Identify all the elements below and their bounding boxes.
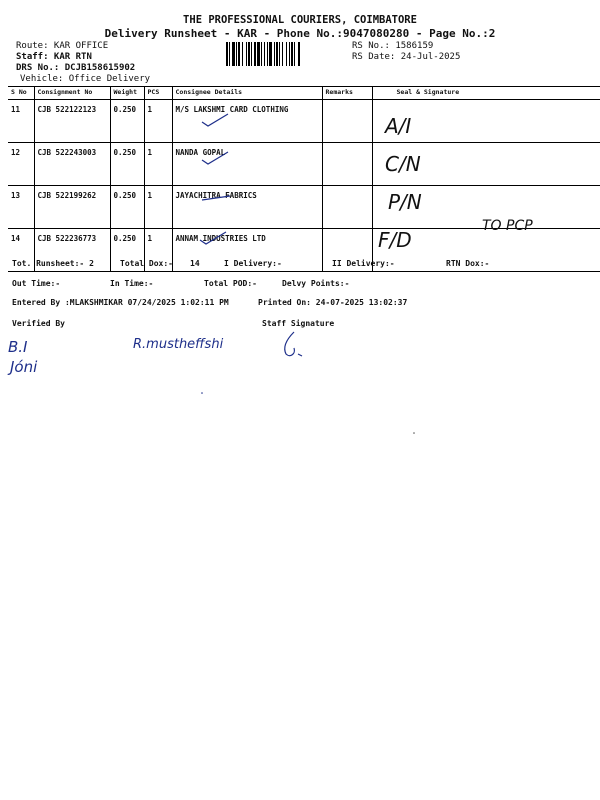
tick-mark-icon xyxy=(200,112,230,128)
cell-consignee: JAYACHITRA FABRICS xyxy=(172,186,322,229)
col-consignment: Consignment No xyxy=(34,87,110,100)
table-header-row xyxy=(8,87,600,100)
printed-on: Printed On: 24-07-2025 13:02:37 xyxy=(258,298,408,307)
vehicle-label: Vehicle: Office Delivery xyxy=(20,74,151,84)
cell-consignee: ANNAM INDUSTRIES LTD xyxy=(172,229,322,272)
cell-weight: 0.250 xyxy=(110,143,144,186)
cell-sno: 11 xyxy=(8,100,34,143)
seal-code: C/N xyxy=(385,152,421,176)
total-dox-label: Total Dox:- xyxy=(120,259,173,268)
cell-pcs: 1 xyxy=(144,229,172,272)
tick-mark-icon xyxy=(198,230,228,246)
cell-consignment: CJB 522243003 xyxy=(34,143,110,186)
cell-consignment: CJB 522236773 xyxy=(34,229,110,272)
runsheet-subtitle: Delivery Runsheet - KAR - Phone No.:9047080280 - Page No.:2 xyxy=(104,27,496,40)
cell-weight: 0.250 xyxy=(110,186,144,229)
staff-signature-label: Staff Signature xyxy=(262,319,335,328)
ii-delivery: II Delivery:- xyxy=(332,259,395,268)
col-seal: Seal & Signature xyxy=(372,87,600,100)
cell-remarks xyxy=(322,186,372,229)
col-consignee: Consignee Details xyxy=(172,87,322,100)
tick-mark-icon xyxy=(200,192,234,206)
verifier-name: Jóni xyxy=(10,358,38,376)
delvy-points: Delvy Points:- xyxy=(282,279,350,288)
cell-consignee: M/S LAKSHMI CARD CLOTHING xyxy=(172,100,322,143)
company-name: THE PROFESSIONAL COURIERS, COIMBATORE xyxy=(183,14,417,26)
route-label: Route: KAR OFFICE xyxy=(16,41,109,51)
rtn-dox: RTN Dox:- xyxy=(446,259,490,268)
total-pod: Total POD:- xyxy=(204,279,257,288)
cell-consignee: NANDA GOPAL xyxy=(172,143,322,186)
verifier-signature: R.mustheffshi xyxy=(133,337,224,352)
cell-sno: 12 xyxy=(8,143,34,186)
verified-by-label: Verified By xyxy=(12,319,65,328)
in-time: In Time:- xyxy=(110,279,154,288)
seal-code: F/D xyxy=(378,228,412,252)
drs-number: DRS No.: DCJB158615902 xyxy=(16,63,136,73)
barcode-icon xyxy=(226,42,346,66)
cell-weight: 0.250 xyxy=(110,229,144,272)
total-dox-value: 14 xyxy=(190,259,200,268)
ink-dot-icon xyxy=(412,430,416,436)
out-time: Out Time:- xyxy=(12,279,61,288)
cell-consignment: CJB 522122123 xyxy=(34,100,110,143)
cell-pcs: 1 xyxy=(144,186,172,229)
staff-label: Staff: KAR RTN xyxy=(16,52,92,62)
seal-code: A/I xyxy=(385,114,412,138)
tot-runsheet: Tot. Runsheet:- 2 xyxy=(12,259,94,268)
table-row xyxy=(8,229,600,272)
col-remarks: Remarks xyxy=(322,87,372,100)
handwritten-note: TO PCP xyxy=(482,218,533,234)
cell-consignment: CJB 522199262 xyxy=(34,186,110,229)
verifier-initials: B.I xyxy=(8,338,28,356)
col-sno: S No xyxy=(8,87,34,100)
rs-date: RS Date: 24-Jul-2025 xyxy=(352,52,461,62)
table-row xyxy=(8,143,600,186)
seal-code: P/N xyxy=(388,190,422,214)
col-weight: Weight xyxy=(110,87,144,100)
entered-by: Entered By :MLAKSHMIKAR 07/24/2025 1:02:11 PM xyxy=(12,298,229,307)
runsheet-table xyxy=(8,86,600,272)
col-pcs: PCS xyxy=(144,87,172,100)
cell-remarks xyxy=(322,100,372,143)
rs-number: RS No.: 1586159 xyxy=(352,41,434,51)
cell-sno: 14 xyxy=(8,229,34,272)
cell-weight: 0.250 xyxy=(110,100,144,143)
table-row xyxy=(8,100,600,143)
ink-dot-icon xyxy=(200,390,204,396)
i-delivery: I Delivery:- xyxy=(224,259,282,268)
cell-pcs: 1 xyxy=(144,100,172,143)
cell-sno: 13 xyxy=(8,186,34,229)
staff-signature-mark-icon xyxy=(278,330,308,360)
cell-pcs: 1 xyxy=(144,143,172,186)
tick-mark-icon xyxy=(200,150,230,166)
cell-remarks xyxy=(322,143,372,186)
